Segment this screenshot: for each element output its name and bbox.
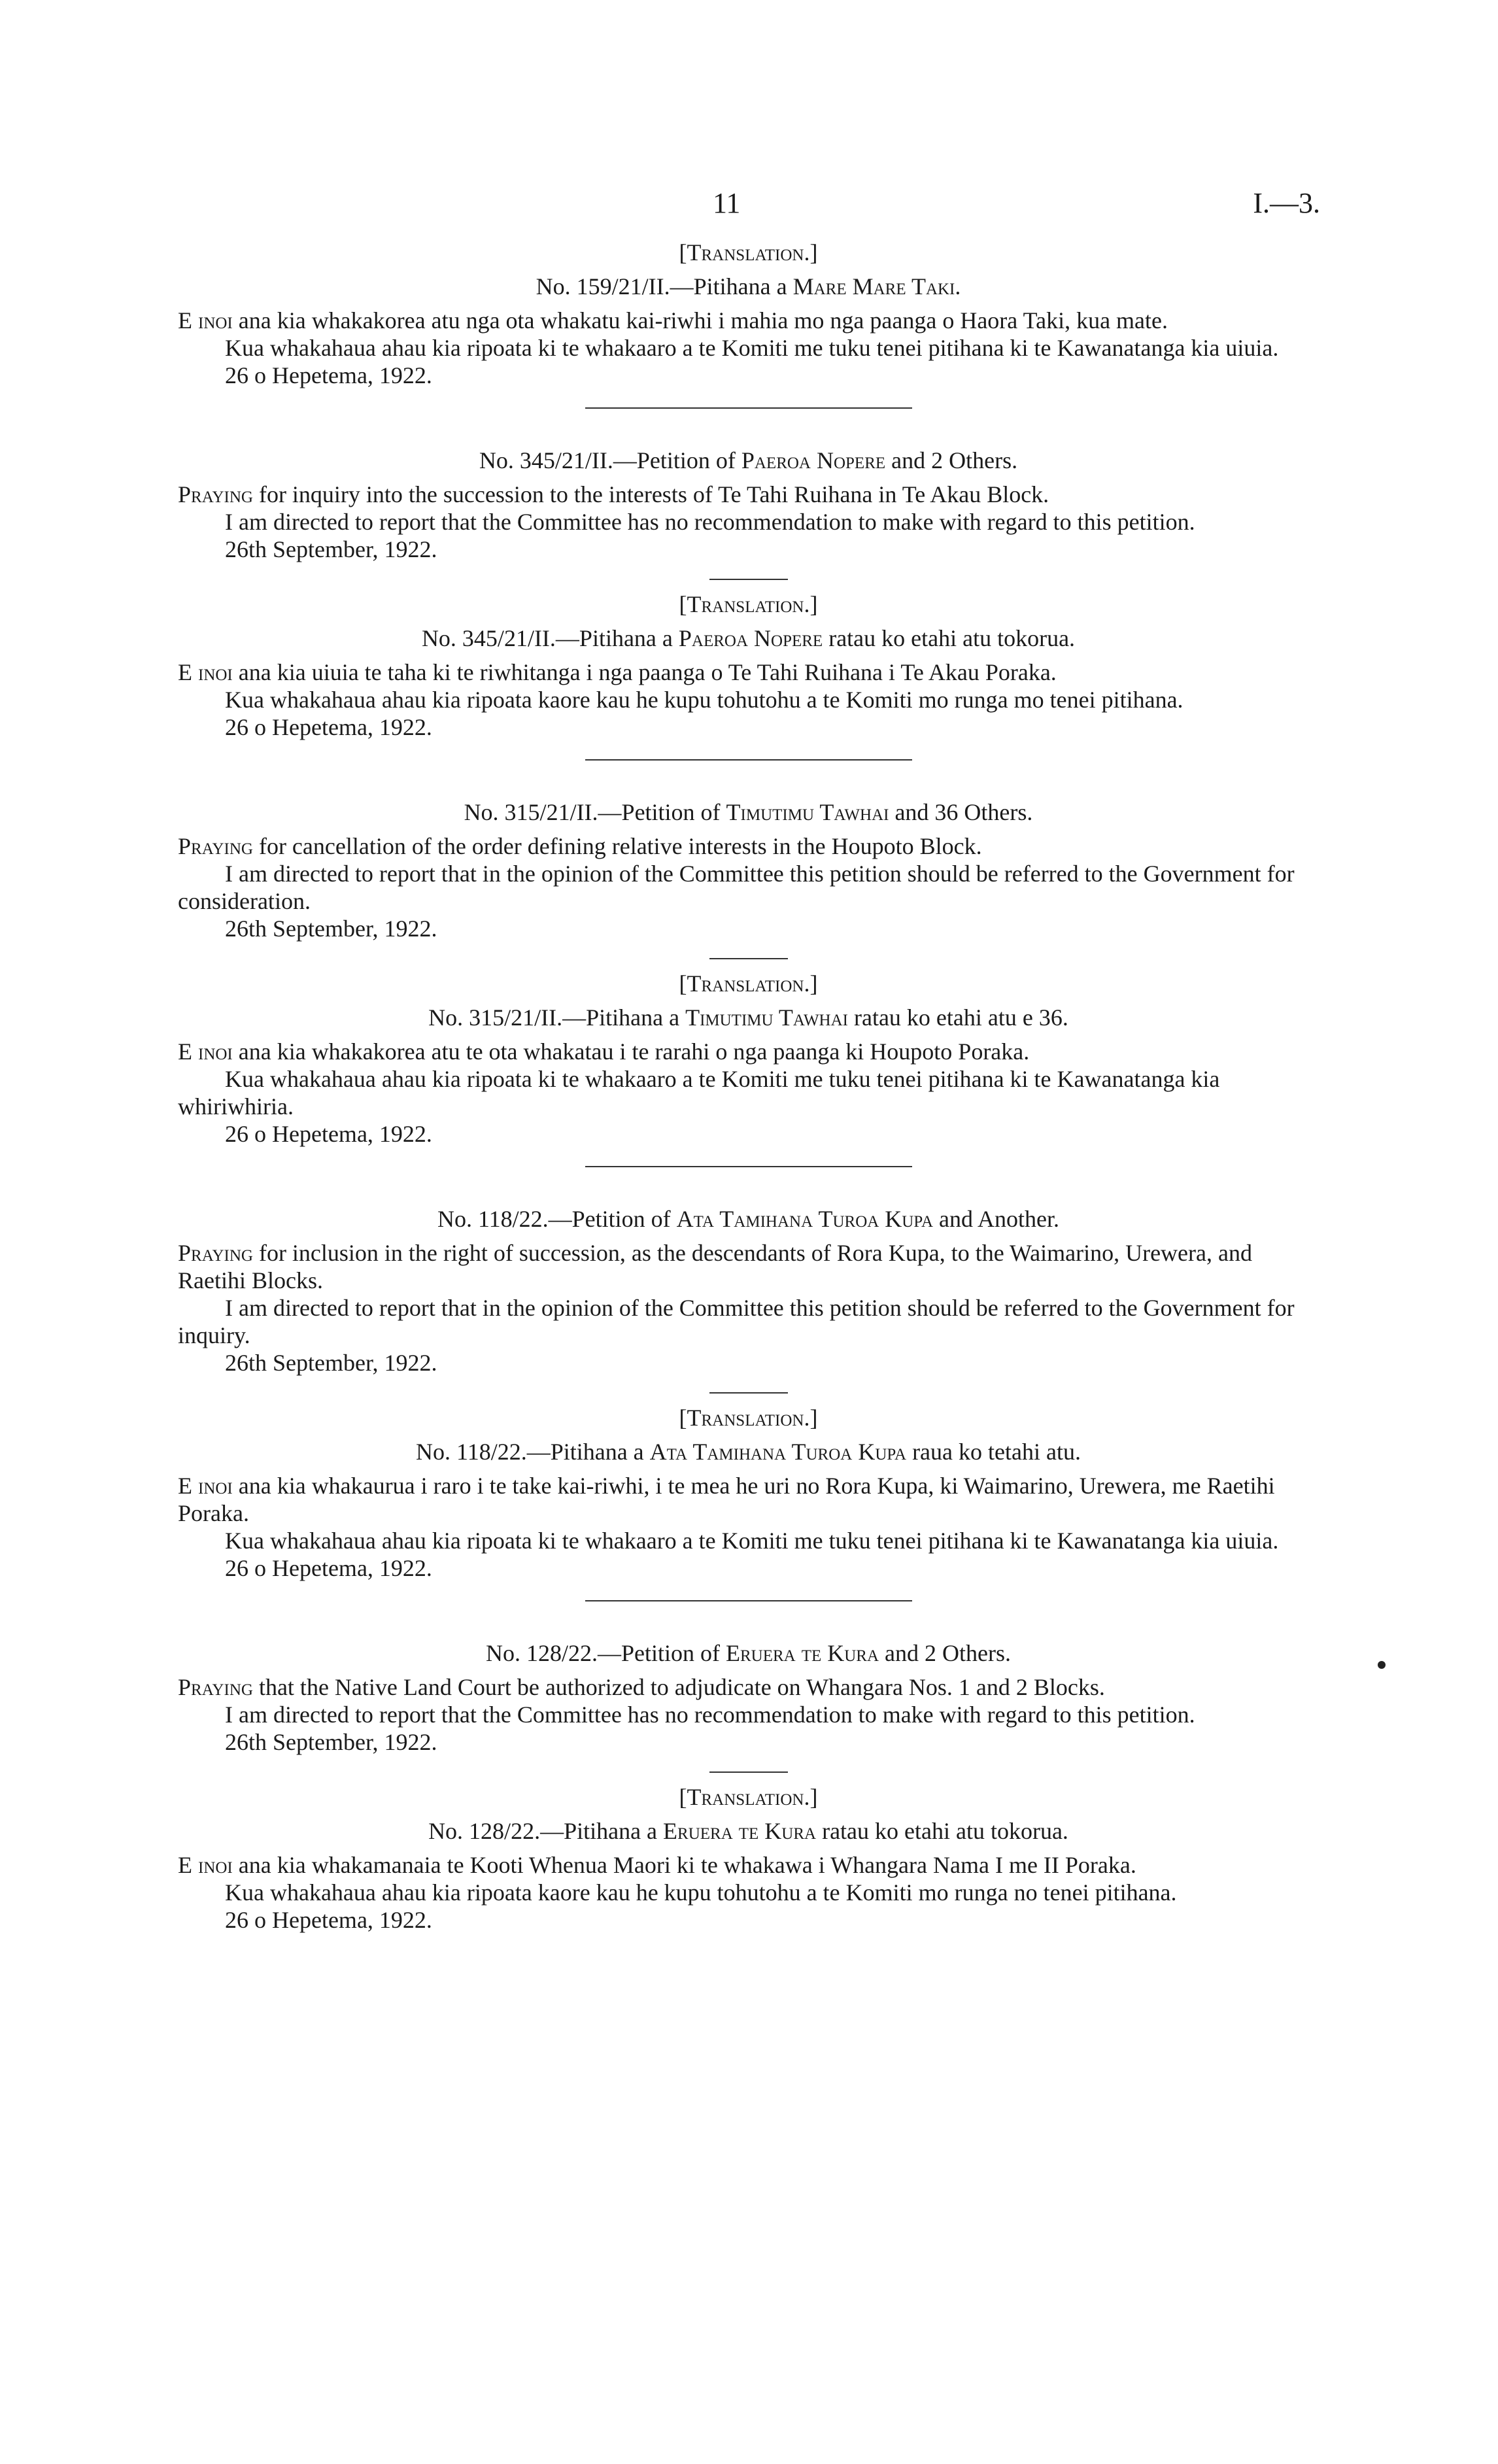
petition-prayer: E inoi ana kia whakakorea atu te ota whakatau i te rarahi o nga paanga ki Houpoto Poraka. (178, 1038, 1030, 1065)
petition-date: 26 o Hepetema, 1922. (225, 714, 432, 740)
petition-heading: No. 128/22.—Pitihana a Eruera te Kura ratau ko etahi atu tokorua. (428, 1818, 1068, 1844)
petition-heading: No. 128/22.—Petition of Eruera te Kura and 2 Others. (485, 1640, 1011, 1666)
translation-label: [Translation.] (679, 591, 818, 617)
petition-128-maori (178, 1783, 1319, 1934)
petition-heading: No. 118/22.—Petition of Ata Tamihana Turoa Kupa and Another. (437, 1206, 1060, 1232)
petition-report: Kua whakahaua ahau kia ripoata ki te whakaaro a te Komiti me tuku tenei pitihana ki te Kawanatanga kia whiriwhiria. (178, 1066, 1220, 1120)
translation-divider (709, 958, 788, 959)
petition-315-english (178, 798, 1319, 942)
petitions-body (178, 239, 1319, 1934)
petition-date: 26th September, 1922. (225, 1350, 437, 1376)
petition-date: 26 o Hepetema, 1922. (225, 1121, 432, 1147)
section-divider (585, 759, 912, 761)
petition-345-maori (178, 590, 1319, 741)
petition-prayer: E inoi ana kia uiuia te taha ki te riwhitanga i nga paanga o Te Tahi Ruihana i Te Akau Poraka. (178, 659, 1057, 685)
translation-label: [Translation.] (679, 239, 818, 265)
petition-prayer: Praying for inquiry into the succession to the interests of Te Tahi Ruihana in Te Akau Block. (178, 481, 1049, 507)
petition-report: I am directed to report that the Committee has no recommendation to make with regard to this petition. (225, 509, 1195, 535)
petition-heading: No. 345/21/II.—Petition of Paeroa Nopere and 2 Others. (479, 447, 1018, 473)
petition-heading: No. 315/21/II.—Pitihana a Timutimu Tawhai ratau ko etahi atu e 36. (428, 1004, 1068, 1031)
translation-label: [Translation.] (679, 1784, 818, 1810)
petition-report: I am directed to report that in the opinion of the Committee this petition should be referred to the Government for consideration. (178, 861, 1295, 914)
petition-heading: No. 345/21/II.—Pitihana a Paeroa Nopere ratau ko etahi atu tokorua. (421, 625, 1076, 651)
translation-divider (709, 579, 788, 580)
petition-prayer: E inoi ana kia whakakorea atu nga ota whakatu kai-riwhi i mahia mo nga paanga o Haora Taki, kua mate. (178, 307, 1168, 334)
section-divider (585, 407, 912, 409)
petition-prayer: E inoi ana kia whakaurua i raro i te take kai-riwhi, i te mea he uri no Rora Kupa, ki Waimarino, Urewera, me Raetihi Poraka. (178, 1473, 1275, 1526)
petition-date: 26th September, 1922. (225, 536, 437, 562)
petition-heading: No. 159/21/II.—Pitihana a Mare Mare Taki. (536, 273, 961, 299)
petition-118-maori (178, 1404, 1319, 1582)
translation-label: [Translation.] (679, 1405, 818, 1431)
petition-report: Kua whakahaua ahau kia ripoata ki te whakaaro a te Komiti me tuku tenei pitihana ki te Kawanatanga kia uiuia. (225, 1528, 1279, 1554)
petition-date: 26 o Hepetema, 1922. (225, 1907, 432, 1933)
petition-315-maori (178, 970, 1319, 1148)
page-number: 11 (713, 187, 741, 219)
petition-128-english (178, 1639, 1319, 1756)
petition-date: 26 o Hepetema, 1922. (225, 1555, 432, 1581)
petition-report: Kua whakahaua ahau kia ripoata kaore kau he kupu tohutohu a te Komiti mo runga no tenei pitihana. (225, 1879, 1177, 1906)
translation-divider (709, 1392, 788, 1394)
petition-prayer: E inoi ana kia whakamanaia te Kooti Whenua Maori ki te whakawa i Whangara Nama I me II Poraka. (178, 1852, 1136, 1878)
petition-date: 26 o Hepetema, 1922. (225, 362, 432, 388)
petition-report: Kua whakahaua ahau kia ripoata ki te whakaaro a te Komiti me tuku tenei pitihana ki te Kawanatanga kia uiuia. (225, 335, 1279, 361)
petition-prayer: Praying for cancellation of the order defining relative interests in the Houpoto Block. (178, 833, 982, 859)
petition-heading: No. 118/22.—Pitihana a Ata Tamihana Turoa Kupa raua ko tetahi atu. (416, 1439, 1081, 1465)
petition-345-english (178, 447, 1319, 563)
petition-report: Kua whakahaua ahau kia ripoata kaore kau he kupu tohutohu a te Komiti mo runga mo tenei pitihana. (225, 687, 1183, 713)
section-divider (585, 1600, 912, 1601)
document-reference: I.—3. (1253, 187, 1320, 219)
petition-159-maori (178, 239, 1319, 389)
petition-prayer: Praying that the Native Land Court be authorized to adjudicate on Whangara Nos. 1 and 2 Blocks. (178, 1674, 1105, 1700)
petition-118-english (178, 1205, 1319, 1377)
petition-date: 26th September, 1922. (225, 915, 437, 942)
translation-label: [Translation.] (679, 970, 818, 997)
petition-date: 26th September, 1922. (225, 1729, 437, 1755)
ink-mark (1378, 1661, 1386, 1669)
translation-divider (709, 1771, 788, 1773)
petition-report: I am directed to report that the Committee has no recommendation to make with regard to this petition. (225, 1702, 1195, 1728)
petition-heading: No. 315/21/II.—Petition of Timutimu Tawhai and 36 Others. (464, 799, 1033, 825)
petition-report: I am directed to report that in the opinion of the Committee this petition should be referred to the Government for inquiry. (178, 1295, 1295, 1348)
petition-prayer: Praying for inclusion in the right of succession, as the descendants of Rora Kupa, to the Waimarino, Urewera, and Raetihi Blocks. (178, 1240, 1252, 1293)
section-divider (585, 1166, 912, 1167)
